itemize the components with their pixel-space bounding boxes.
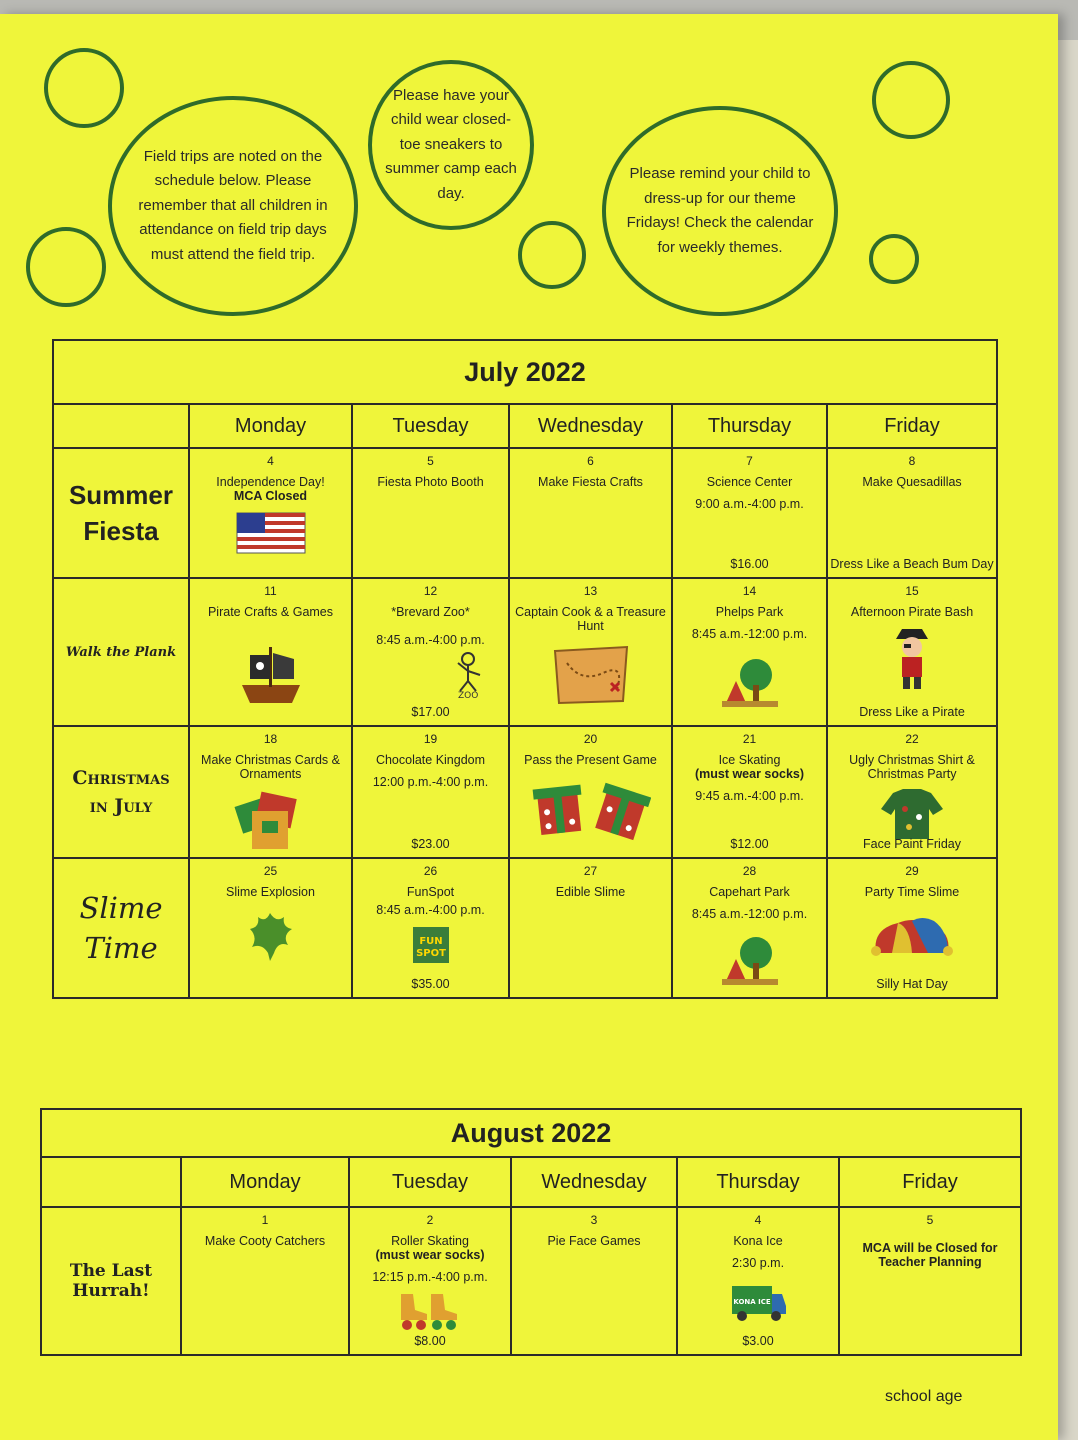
kona-ice-logo-text: KONA ICE bbox=[733, 1298, 771, 1306]
activity: Kona Ice bbox=[733, 1234, 783, 1248]
pirate-ship-icon bbox=[236, 641, 306, 709]
roller-skates-icon bbox=[397, 1288, 463, 1332]
activity: Slime Explosion bbox=[226, 885, 315, 899]
slime-splat-icon bbox=[246, 909, 296, 963]
jester-hat-icon bbox=[862, 913, 962, 957]
day-cell bbox=[677, 1207, 839, 1355]
decor-circle bbox=[869, 234, 919, 284]
flyer-sheet bbox=[0, 14, 1058, 1440]
dress-up-theme: Face Paint Friday bbox=[863, 837, 961, 851]
activity: Pie Face Games bbox=[547, 1234, 641, 1248]
time: 9:00 a.m.-4:00 p.m. bbox=[695, 497, 804, 511]
day-header-tuesday: Tuesday bbox=[349, 1157, 511, 1207]
day-number: 27 bbox=[583, 864, 598, 878]
kona-ice-truck-icon bbox=[728, 1278, 788, 1324]
time: 12:00 p.m.-4:00 p.m. bbox=[372, 775, 489, 789]
theme-summer-fiesta: Summer Fiesta bbox=[53, 448, 189, 578]
decor-circle bbox=[44, 48, 124, 128]
zoo-monkey-icon bbox=[452, 649, 486, 699]
park-icon bbox=[720, 935, 780, 987]
day-number: 15 bbox=[905, 584, 919, 598]
day-number: 5 bbox=[427, 454, 434, 468]
day-number: 11 bbox=[264, 584, 277, 598]
day-cell bbox=[511, 1207, 677, 1355]
day-header-monday: Monday bbox=[189, 404, 352, 448]
closed-note: MCA Closed bbox=[233, 489, 308, 503]
july-title: July 2022 bbox=[53, 340, 997, 404]
day-number: 18 bbox=[263, 732, 278, 746]
day-cell bbox=[189, 578, 352, 726]
socks-note: (must wear socks) bbox=[375, 1248, 485, 1262]
day-header-friday: Friday bbox=[839, 1157, 1021, 1207]
activity: Chocolate Kingdom bbox=[375, 753, 486, 767]
us-flag-icon bbox=[235, 509, 307, 557]
activity: Phelps Park bbox=[715, 605, 784, 619]
field-trip-note-text: Field trips are noted on the schedule below. Please remember that all children in attendance on field trip days must attend the field trip. bbox=[138, 147, 328, 263]
activity: FunSpot bbox=[406, 885, 455, 899]
day-number: 25 bbox=[263, 864, 278, 878]
day-cell bbox=[509, 858, 672, 998]
treasure-map-icon bbox=[551, 643, 631, 707]
day-cell bbox=[509, 448, 672, 578]
time: 12:15 p.m.-4:00 p.m. bbox=[372, 1270, 488, 1284]
day-cell bbox=[352, 726, 509, 858]
day-number: 20 bbox=[583, 732, 598, 746]
price: $16.00 bbox=[730, 557, 769, 571]
august-calendar bbox=[40, 1108, 1022, 1356]
day-number: 5 bbox=[926, 1213, 934, 1227]
theme-the-last-hurrah: The Last Hurrah! bbox=[41, 1207, 181, 1355]
theme-christmas-in-july: Christmas in July bbox=[53, 726, 189, 858]
time: 8:45 a.m.-4:00 p.m. bbox=[376, 633, 485, 647]
decor-circle bbox=[518, 221, 586, 289]
day-cell bbox=[189, 726, 352, 858]
day-header-friday: Friday bbox=[827, 404, 997, 448]
pirate-icon bbox=[890, 625, 934, 691]
day-cell bbox=[189, 448, 352, 578]
day-cell bbox=[827, 448, 997, 578]
day-cell bbox=[827, 726, 997, 858]
svg-text:ZOO: ZOO bbox=[458, 691, 479, 699]
time: 8:45 a.m.-12:00 p.m. bbox=[691, 907, 808, 921]
august-title: August 2022 bbox=[41, 1109, 1021, 1157]
activity: MCA will be Closed for Teacher Planning bbox=[862, 1241, 998, 1269]
activity: Fiesta Photo Booth bbox=[377, 475, 484, 489]
day-number: 6 bbox=[587, 454, 594, 468]
dress-up-theme: Dress Like a Pirate bbox=[859, 705, 965, 719]
corner-cell bbox=[53, 404, 189, 448]
activity: Independence Day! bbox=[216, 475, 325, 489]
funspot-logo-icon bbox=[411, 925, 451, 965]
day-cell bbox=[352, 578, 509, 726]
day-cell bbox=[352, 448, 509, 578]
theme-slime-time: Slime Time bbox=[53, 858, 189, 998]
day-cell bbox=[672, 858, 827, 998]
time: 8:45 a.m.-12:00 p.m. bbox=[691, 627, 808, 641]
day-cell bbox=[509, 578, 672, 726]
day-header-wednesday: Wednesday bbox=[509, 404, 672, 448]
sneakers-note-text: Please have your child wear closed-toe sneakers to summer camp each day. bbox=[385, 86, 517, 202]
day-cell bbox=[352, 858, 509, 998]
activity: Make Cooty Catchers bbox=[204, 1234, 326, 1248]
funspot-logo-text-bottom: SPOT bbox=[415, 948, 446, 959]
activity: Science Center bbox=[706, 475, 793, 489]
day-cell bbox=[509, 726, 672, 858]
day-number: 3 bbox=[590, 1213, 598, 1227]
price: $23.00 bbox=[411, 837, 450, 851]
activity: Ice Skating bbox=[718, 753, 781, 767]
day-cell bbox=[181, 1207, 349, 1355]
day-cell bbox=[827, 578, 997, 726]
time: 2:30 p.m. bbox=[731, 1256, 785, 1270]
day-number: 1 bbox=[261, 1213, 269, 1227]
activity: Capehart Park bbox=[709, 885, 790, 899]
funspot-logo-text-top: FUN bbox=[418, 936, 443, 947]
day-header-tuesday: Tuesday bbox=[352, 404, 509, 448]
time: 9:45 a.m.-4:00 p.m. bbox=[695, 789, 804, 803]
price: $8.00 bbox=[414, 1334, 446, 1348]
dress-up-note bbox=[602, 106, 838, 316]
dress-up-theme: Silly Hat Day bbox=[876, 977, 948, 991]
day-header-monday: Monday bbox=[181, 1157, 349, 1207]
day-number: 26 bbox=[423, 864, 438, 878]
price: $12.00 bbox=[730, 837, 769, 851]
price: $35.00 bbox=[411, 977, 450, 991]
activity: Ugly Christmas Shirt & Christmas Party bbox=[849, 753, 975, 781]
day-cell bbox=[189, 858, 352, 998]
price: $17.00 bbox=[411, 705, 450, 719]
day-number: 7 bbox=[746, 454, 753, 468]
day-cell bbox=[839, 1207, 1021, 1355]
day-number: 8 bbox=[908, 454, 916, 468]
day-cell bbox=[672, 448, 827, 578]
time: 8:45 a.m.-4:00 p.m. bbox=[376, 903, 485, 917]
day-number: 4 bbox=[754, 1213, 762, 1227]
field-trip-note bbox=[108, 96, 358, 316]
dress-up-note-text: Please remind your child to dress-up for our theme Fridays! Check the calendar for weekly themes. bbox=[626, 165, 814, 256]
socks-note: (must wear socks) bbox=[694, 767, 805, 781]
activity: Pass the Present Game bbox=[524, 753, 657, 767]
activity: Make Christmas Cards & Ornaments bbox=[201, 753, 340, 781]
day-cell bbox=[349, 1207, 511, 1355]
activity: Captain Cook & a Treasure Hunt bbox=[515, 605, 666, 633]
day-number: 14 bbox=[742, 584, 757, 598]
day-number: 19 bbox=[423, 732, 438, 746]
decor-circle bbox=[26, 227, 106, 307]
activity: Party Time Slime bbox=[864, 885, 960, 899]
dress-up-theme: Dress Like a Beach Bum Day bbox=[830, 557, 994, 571]
day-number: 4 bbox=[267, 454, 274, 468]
activity: Pirate Crafts & Games bbox=[207, 605, 334, 619]
activity: Make Quesadillas bbox=[862, 475, 962, 489]
day-header-wednesday: Wednesday bbox=[511, 1157, 677, 1207]
decor-circle bbox=[872, 61, 950, 139]
day-number: 2 bbox=[426, 1213, 434, 1227]
activity: Make Fiesta Crafts bbox=[538, 475, 643, 489]
day-number: 22 bbox=[905, 732, 919, 746]
park-icon bbox=[720, 657, 780, 709]
christmas-cards-icon bbox=[232, 787, 310, 853]
day-cell bbox=[827, 858, 997, 998]
theme-walk-the-plank: Walk the Plank bbox=[53, 578, 189, 726]
footer-label: school age bbox=[885, 1388, 963, 1405]
presents-icon bbox=[531, 777, 651, 841]
day-header-thursday: Thursday bbox=[672, 404, 827, 448]
day-number: 28 bbox=[742, 864, 757, 878]
activity: *Brevard Zoo* bbox=[391, 605, 470, 619]
corner-cell bbox=[41, 1157, 181, 1207]
day-number: 21 bbox=[742, 732, 757, 746]
price: $3.00 bbox=[742, 1334, 774, 1348]
day-number: 29 bbox=[905, 864, 919, 878]
day-cell bbox=[672, 726, 827, 858]
july-calendar bbox=[52, 339, 998, 999]
activity: Edible Slime bbox=[555, 885, 626, 899]
day-number: 12 bbox=[423, 584, 438, 598]
day-header-thursday: Thursday bbox=[677, 1157, 839, 1207]
day-number: 13 bbox=[583, 584, 598, 598]
activity: Afternoon Pirate Bash bbox=[850, 605, 974, 619]
ugly-sweater-icon bbox=[879, 787, 945, 841]
sneakers-note bbox=[368, 60, 534, 230]
day-cell bbox=[672, 578, 827, 726]
activity: Roller Skating bbox=[391, 1234, 469, 1248]
